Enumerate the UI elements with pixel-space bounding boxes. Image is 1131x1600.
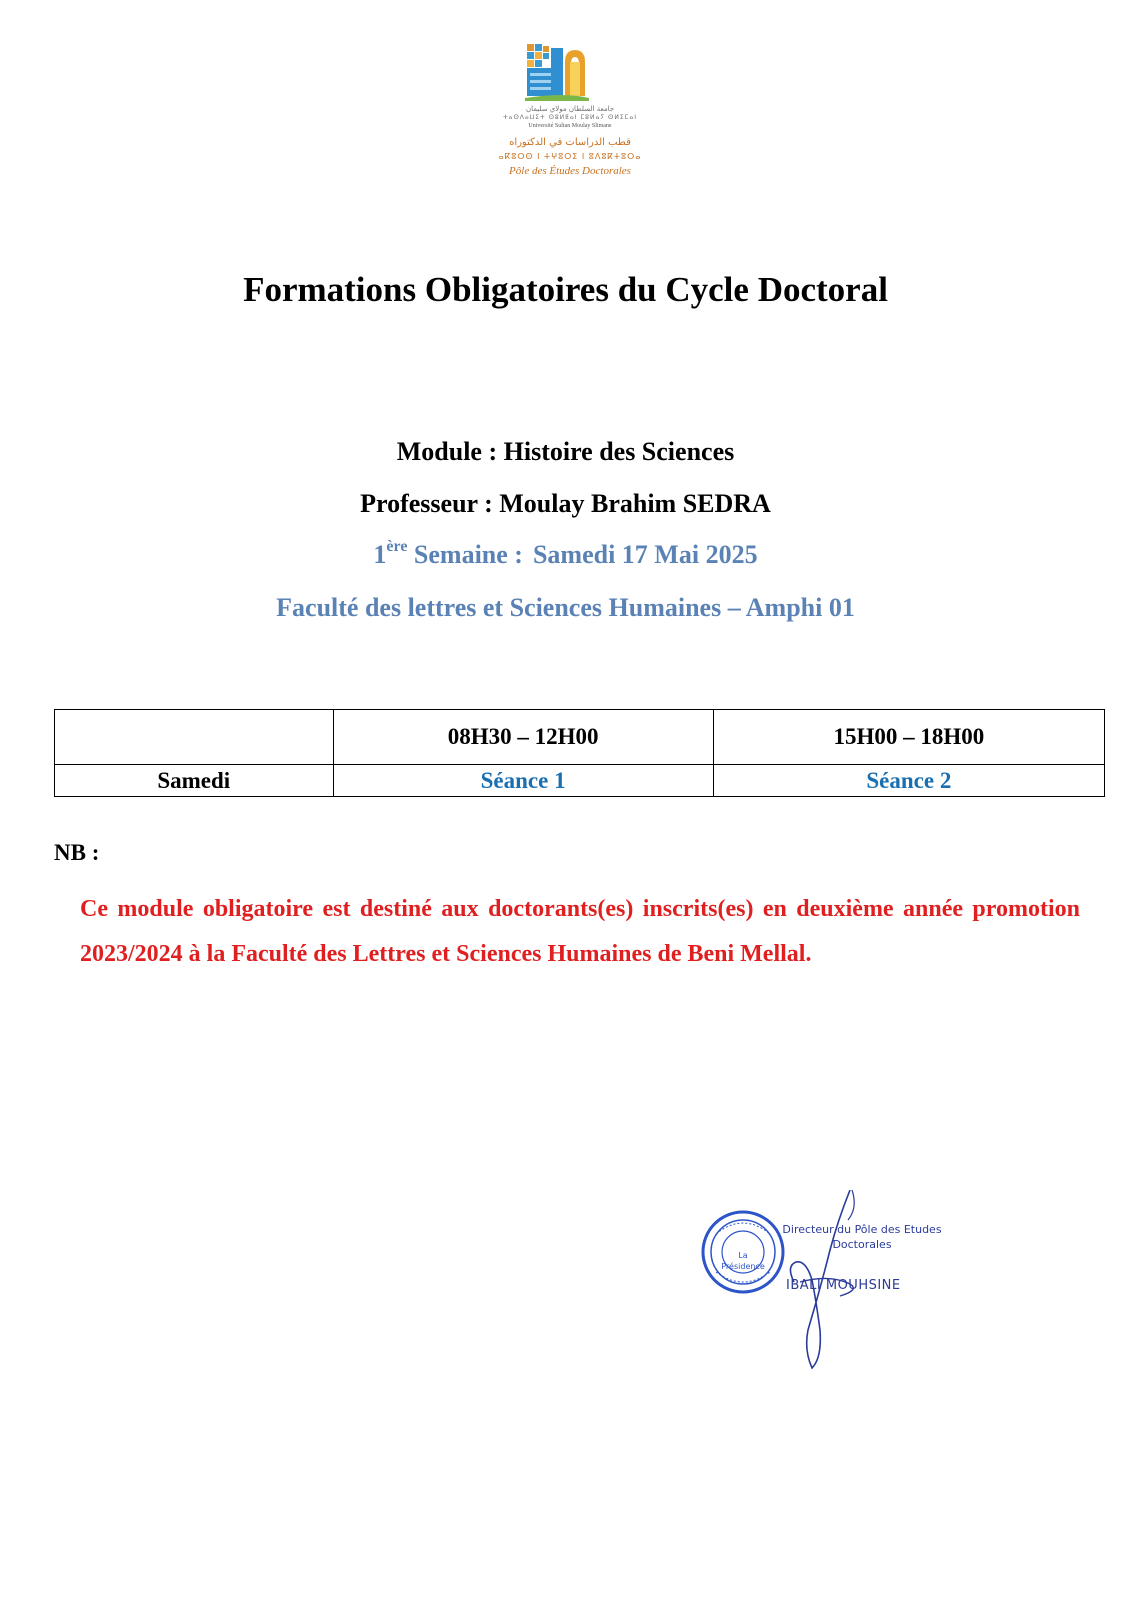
week-line — [0, 540, 1131, 570]
logo-pole-name: Pôle des Études Doctorales — [509, 165, 631, 177]
logo-tifinagh-university: ⵜⴰⵙⴷⴰⵡⵉⵜ ⵙⵓⵍⵟⴰⵏ ⵎⵓⵍⴰⵢ ⵙⵍⵉⵎⴰⵏ — [502, 114, 638, 121]
table-header-cell: 08H30 – 12H00 — [333, 710, 713, 765]
signatory-name: IBALI MOUHSINE — [786, 1278, 901, 1293]
schedule-table — [54, 709, 1105, 797]
professor-line: Professeur : Moulay Brahim SEDRA — [360, 489, 771, 518]
logo-arabic-university: جامعة السلطان مولاي سليمان — [525, 105, 615, 113]
table-session-cell: Séance 1 — [333, 765, 713, 797]
logo-arabic-pole: قطب الدراسات في الدكتوراه — [509, 137, 631, 148]
logo-tifinagh-pole: ⴰⴽⵓⵔⵙ ⵏ ⵜⵖⵓⵔⵉ ⵏ ⵓⴷⵓⴽⵜⵓⵔⴰ — [498, 152, 642, 161]
module-line: Module : Histoire des Sciences — [396, 437, 735, 466]
table-header-row — [55, 710, 1105, 765]
page-title: Formations Obligatoires du Cycle Doctoral — [243, 270, 888, 309]
table-day-cell: Samedi — [55, 765, 334, 797]
signature-block — [700, 1190, 940, 1380]
venue-line: Faculté des lettres et Sciences Humaines – Amphi 01 — [276, 593, 855, 622]
week-date: Samedi 17 Mai 2025 — [532, 540, 758, 569]
nb-text: Ce module obligatoire est destiné aux doctorants(es) inscrits(es) en deuxième année promotion 2023/2024 à la Faculté des Lettres et Sciences Humaines de Beni Mellal. — [80, 896, 1080, 967]
logo-university-name: Université Sultan Moulay Slimane — [528, 123, 612, 129]
table-session-cell: Séance 2 — [713, 765, 1104, 797]
week-label: Semaine : — [413, 540, 523, 569]
table-row — [55, 765, 1105, 797]
stamp-center-text: La Présidence — [721, 1251, 765, 1271]
logo-emblem-icon — [475, 40, 665, 104]
week-superscript: ère — [386, 538, 408, 555]
table-header-cell: 15H00 – 18H00 — [713, 710, 1104, 765]
week-number: 1 — [373, 540, 387, 569]
signatory-title: Directeur du Pôle des Etudes Doctorales — [782, 1223, 942, 1251]
university-logo — [475, 40, 665, 190]
nb-label: NB : — [54, 840, 100, 865]
table-header-cell — [55, 710, 334, 765]
